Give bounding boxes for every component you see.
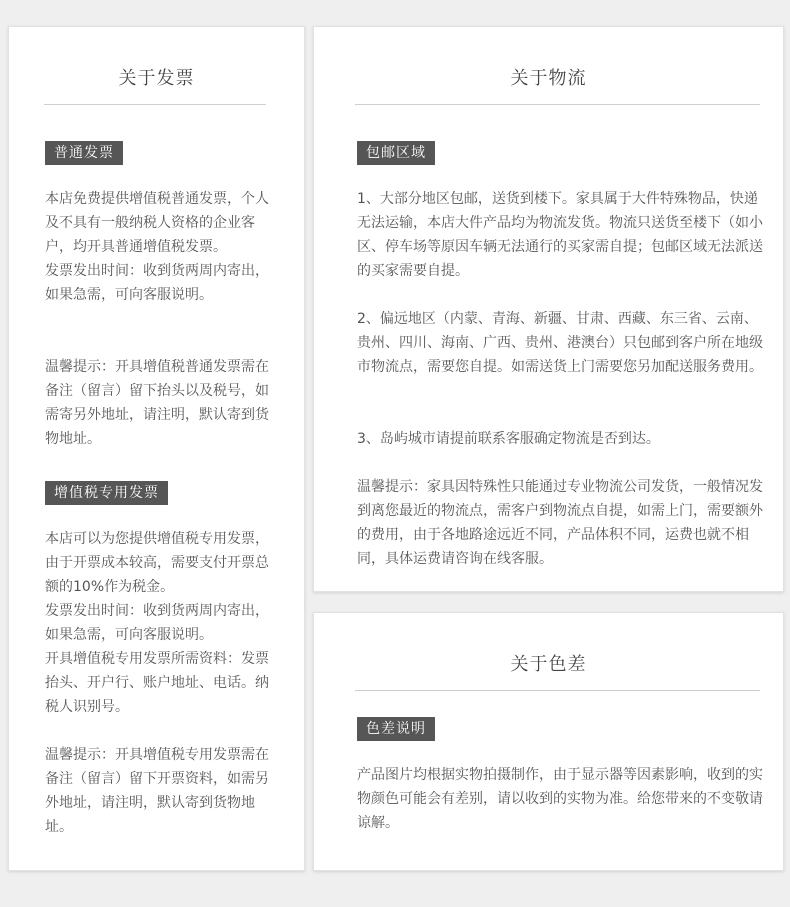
- logistics-paragraph-1: 1、大部分地区包邮，送货到楼下。家具属于大件特殊物品，快递无法运输，本店大件产品均为物流发货。物流只送货至楼下（如小区、停车场等原因车辆无法通行的买家需自提；包邮区域无法派送的买家需要自提。: [357, 191, 763, 279]
- ordinary-invoice-text: 本店免费提供增值税普通发票，个人及不具有一般纳税人资格的企业客户，均开具普通增值税发票。 发票发出时间：收到货两周内寄出，如果急需，可向客服说明。: [45, 191, 269, 303]
- special-invoice-badge: 增值税专用发票: [45, 481, 168, 505]
- logistics-card: [313, 26, 784, 592]
- invoice-title: 关于发票: [118, 68, 195, 89]
- ordinary-invoice-badge: 普通发票: [45, 141, 123, 165]
- invoice-card: [8, 26, 305, 871]
- logistics-title: 关于物流: [510, 68, 587, 89]
- logistics-tip: 温馨提示：家具因特殊性只能通过专业物流公司发货，一般情况发到离您最近的物流点，需客户到物流点自提，如需上门，需要额外的费用，由于各地路途远近不同，产品体积不同，运费也就不相同，具体运费请咨询在线客服。: [357, 479, 763, 567]
- color-title: 关于色差: [510, 654, 587, 675]
- logistics-paragraph-3: 3、岛屿城市请提前联系客服确定物流是否到达。: [357, 431, 660, 447]
- logistics-paragraph-2: 2、偏远地区（内蒙、青海、新疆、甘肃、西藏、东三省、云南、贵州、四川、海南、广西、贵州、港澳台）只包邮到客户所在地级市物流点，需要您自提。如需送货上门需要您另加配送服务费用。: [357, 311, 763, 375]
- color-difference-text: 产品图片均根据实物拍摄制作，由于显示器等因素影响，收到的实物颜色可能会有差别，请以收到的实物为准。给您带来的不变敬请谅解。: [357, 767, 763, 831]
- special-invoice-text: 本店可以为您提供增值税专用发票，由于开票成本较高，需要支付开票总额的10%作为税金。 发票发出时间：收到货两周内寄出，如果急需，可向客服说明。 开具增值税专用发票所需资料：发票抬头、开户行、账户地址、电话。纳税人识别号。: [45, 531, 269, 715]
- logistics-divider: [355, 104, 760, 105]
- free-shipping-badge: 包邮区域: [357, 141, 435, 165]
- color-difference-card: [313, 612, 784, 871]
- invoice-divider: [44, 104, 266, 105]
- color-difference-badge: 色差说明: [357, 717, 435, 741]
- special-invoice-tip: 温馨提示：开具增值税专用发票需在备注（留言）留下开票资料，如需另外地址，请注明，默认寄到货物地址。: [45, 747, 269, 835]
- ordinary-invoice-tip: 温馨提示：开具增值税普通发票需在备注（留言）留下抬头以及税号，如需寄另外地址，请注明，默认寄到货物地址。: [45, 359, 269, 447]
- color-divider: [355, 690, 760, 691]
